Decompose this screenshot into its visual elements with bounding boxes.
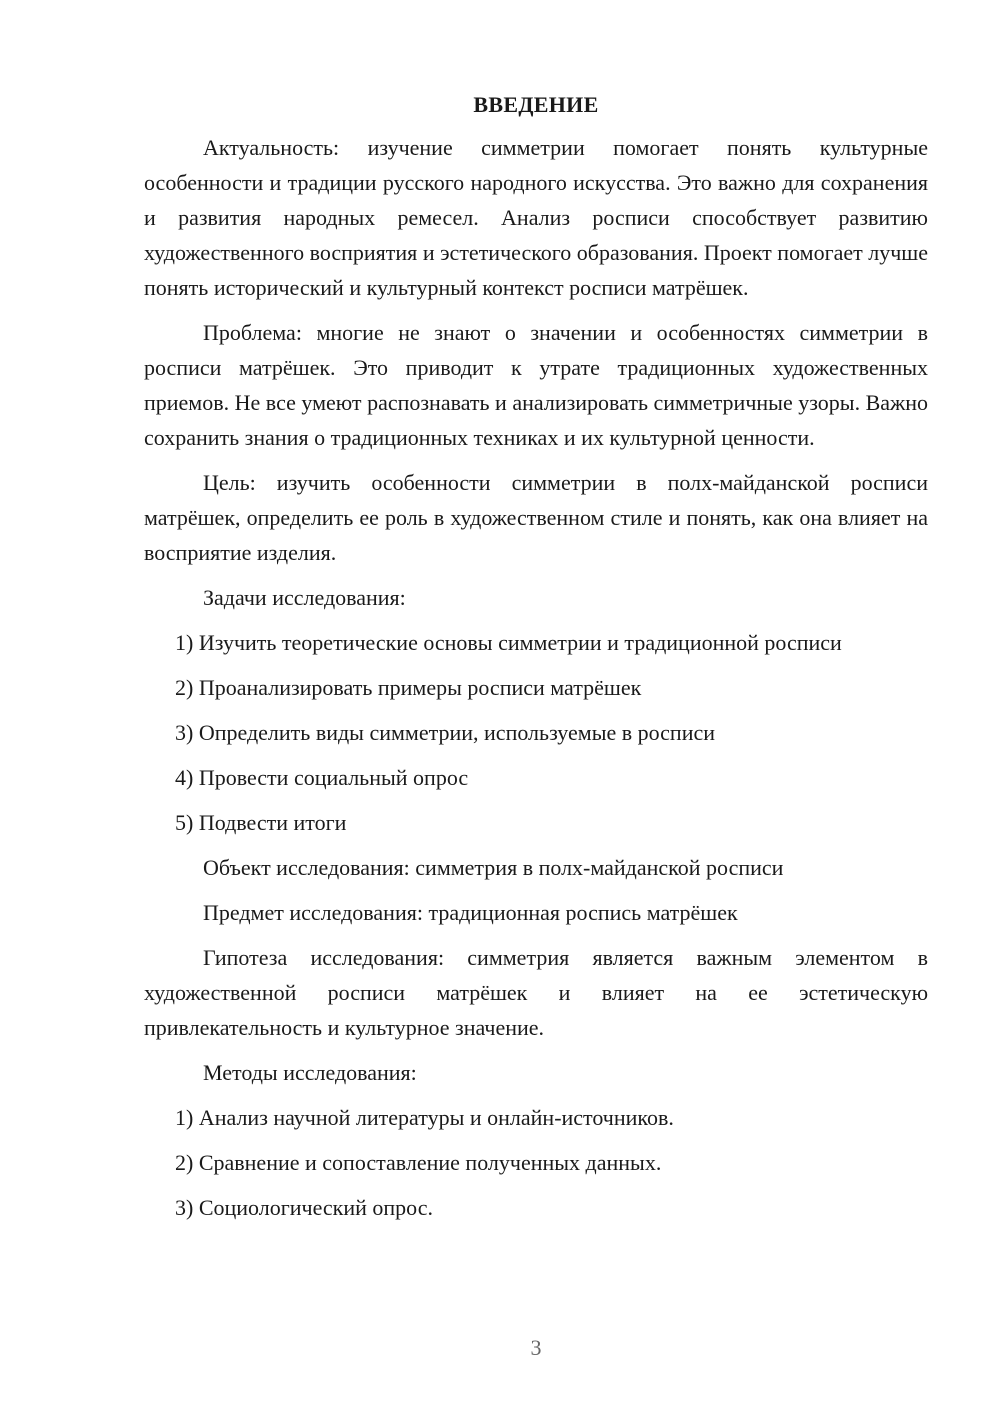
- hypothesis-paragraph: Гипотеза исследования: симметрия является важным элементом в художественной росписи матрёшек и влияет на ее эстетическую привлекательность и культурное значение.: [144, 945, 928, 1040]
- task-item: 4) Провести социальный опрос: [175, 765, 469, 790]
- relevance-paragraph: Актуальность: изучение симметрии помогает понять культурные особенности и традиции русского народного искусства. Это важно для сохранения и развития народных ремесел. Анализ росписи способствует развитию художественного восприятия и эстетического образования. Проект помогает лучше понять исторический и культурный контекст росписи матрёшек.: [144, 135, 928, 300]
- problem-paragraph: Проблема: многие не знают о значении и особенностях симметрии в росписи матрёшек. Это приводит к утрате традиционных художественных приемов. Не все умеют распознавать и анализировать симметричные узоры. Важно сохранить знания о традиционных техниках и их культурной ценности.: [144, 320, 928, 450]
- method-item: 3) Социологический опрос.: [175, 1195, 433, 1220]
- goal-paragraph: Цель: изучить особенности симметрии в полх-майданской росписи матрёшек, определить ее роль в художественном стиле и понять, как она влияет на восприятие изделия.: [144, 470, 928, 565]
- method-item: 1) Анализ научной литературы и онлайн-источников.: [175, 1105, 674, 1130]
- tasks-heading: Задачи исследования:: [203, 585, 406, 610]
- page-number: 3: [530, 1335, 542, 1360]
- research-object: Объект исследования: симметрия в полх-майданской росписи: [203, 855, 784, 880]
- research-subject: Предмет исследования: традиционная роспись матрёшек: [203, 900, 738, 925]
- method-item: 2) Сравнение и сопоставление полученных данных.: [175, 1150, 662, 1175]
- document-page: [144, 90, 928, 1235]
- methods-heading: Методы исследования:: [203, 1060, 417, 1085]
- task-item: 5) Подвести итоги: [175, 810, 347, 835]
- task-item: 1) Изучить теоретические основы симметрии и традиционной росписи: [175, 630, 842, 655]
- task-item: 3) Определить виды симметрии, используемые в росписи: [175, 720, 716, 745]
- task-item: 2) Проанализировать примеры росписи матрёшек: [175, 675, 642, 700]
- section-title: ВВЕДЕНИЕ: [473, 92, 599, 117]
